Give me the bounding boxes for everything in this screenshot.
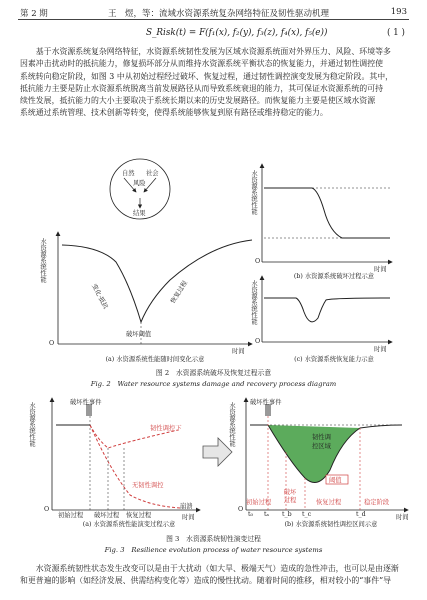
fig2-caption-cn: 图 2 水资源系统破坏及恢复过程示意: [155, 369, 272, 377]
fig3b-ta: tₐ: [264, 511, 269, 518]
fig3a-collapse-label: 崩溃: [180, 503, 193, 510]
fig3b-stage-damage: 破坏过程: [283, 489, 297, 504]
fig2b-xlabel: 时间: [374, 266, 387, 273]
bottom-text: [20, 563, 407, 588]
fig2c-origin: O: [255, 338, 261, 345]
fig3b-td: t_d: [356, 511, 366, 518]
fig2a-damage-label: 变化·抵抗: [90, 282, 110, 311]
fig2b-ylabel: 水资源系统性能: [250, 170, 257, 215]
fig3a-unregulated-label: 无韧性调控: [132, 482, 164, 489]
fig3a-unregulated-curve: [90, 425, 180, 508]
fig3a-stage-recovery: 恢复过程: [126, 512, 152, 519]
fig3b-ylabel: 水资源系统性能: [228, 402, 235, 447]
fig3-caption-cn: 图 3 水资源系统韧性演变过程: [166, 535, 261, 543]
fig2c-xlabel: 时间: [374, 346, 387, 353]
formula: S_Risk(t) = F(f₁(x), f₂(y), f₃(z), f₄(x), f₅(e)): [146, 28, 328, 38]
text-line: 水资源系统韧性状态发生改变可以是由于大扰动（如大旱、极端天气）造成的急性冲击，也可以是由逐渐: [20, 564, 399, 573]
fig2-caption-en: Fig. 2 Water resource systems damage and recovery process diagram: [90, 380, 337, 388]
fig2a-bottom-label: 破坏阈值: [126, 331, 152, 338]
fig2a-origin: O: [49, 340, 55, 347]
fig3a-regulated-label: 韧性调控下: [150, 425, 182, 432]
fig2c-caption: (c) 水资源系统恢复能力示意: [294, 356, 374, 363]
text-line: 续性发展，抵抗能力的大小主要取决于系统长期以来的历史发展路径。而恢复能力主要是使区域水资源: [20, 96, 376, 106]
fig3-caption-en: Fig. 3 Resilience evolution process of water resource systems: [104, 546, 323, 554]
text-line: 系统转向稳定阶段，如图 3 中从初始过程经过破坏、恢复过程，通过韧性调控演变发展为稳定阶段。其中，: [20, 71, 394, 81]
fig3b-t0: t₀: [248, 511, 254, 518]
equation-number: ( 1 ): [386, 28, 405, 38]
text-line: 系统通过系统管理、技术创新等转变，使得系统能够恢复到原有路径或维持稳定的能力。: [20, 108, 328, 118]
fig3b-tb: t_b: [282, 511, 292, 518]
fig2a-circle-result: 结果: [133, 210, 146, 217]
fig3b-caption: (b) 水资源系统韧性调控区间示意: [284, 521, 378, 528]
fig3b-origin: O: [238, 506, 244, 513]
fig2a-caption: (a) 水资源系统性能随时间变化示意: [105, 356, 205, 363]
text-line: 因素冲击扰动时的抵抗能力，修复损坏部分从而维持水资源系统平衡状态的恢复能力，并通过韧性调控使: [20, 59, 383, 69]
fig3a-stage-damage: 破坏过程: [94, 512, 120, 519]
issue-number: 第 2 期: [20, 9, 48, 19]
fig3a-xlabel: 时间: [182, 514, 195, 521]
fig3a-origin: O: [44, 506, 50, 513]
fig3a-ylabel: 水资源系统性能: [28, 402, 35, 447]
fig3b-area-label-2: 控区域: [312, 443, 331, 450]
fig3a-event-label: 破坏性事件: [70, 399, 102, 406]
fig3b-stage-recovery: 恢复过程: [316, 499, 342, 506]
text-line: 和更普遍的影响（如经济发展、供需结构变化等）造成的慢性扰动。随着时间的推移，相对较小的“事件”导: [20, 576, 392, 586]
fig2b-origin: O: [255, 258, 261, 265]
text-line: 基于水资源系统复杂网络特征，水资源系统韧性发展为区域水资源系统面对外界压力、风险、环境等多: [20, 47, 391, 56]
fig3a-caption: (a) 水资源系统性能演变过程示意: [82, 521, 176, 528]
fig2a-circle-nature: 自然: [122, 170, 135, 177]
fig3b-stage-initial: 初始过程: [246, 499, 272, 506]
fig2a-circle-risk: 风险: [133, 180, 146, 187]
fig3a-stage-initial: 初始过程: [58, 512, 84, 519]
fig3a-panel: [52, 398, 200, 510]
fig3b-panel: [246, 398, 408, 510]
page-number: 193: [390, 7, 407, 17]
fig2a-xlabel: 时间: [232, 348, 245, 355]
fig2b-caption: (b) 水资源系统破坏过程示意: [293, 273, 375, 280]
running-title: 王 煜，等：流域水资源系统复杂网络特征及韧性驱动机理: [108, 9, 330, 19]
fig3b-area-label-1: 韧性调: [312, 434, 331, 441]
fig3b-tc: t_c: [302, 511, 312, 518]
text-line: 抵抗能力主要是防止水资源系统脱离当前发展路径从而导致系统衰退的能力，其可保证水资源系统的可持: [20, 83, 383, 93]
fig3b-xlabel: 时间: [396, 514, 409, 521]
fig3b-stage-stable: 稳定阶段: [364, 499, 390, 506]
fig3b-event-label: 破坏性事件: [250, 399, 282, 406]
fig3b-threshold-label: 阈值: [329, 477, 342, 484]
fig2c-ylabel: 水资源系统性能: [250, 280, 257, 325]
fig2a-ylabel: 水资源系统性能: [39, 238, 46, 283]
fig2a-circle-society: 社会: [146, 170, 159, 177]
fig2a-recovery-label: 恢复过程: [169, 279, 189, 305]
